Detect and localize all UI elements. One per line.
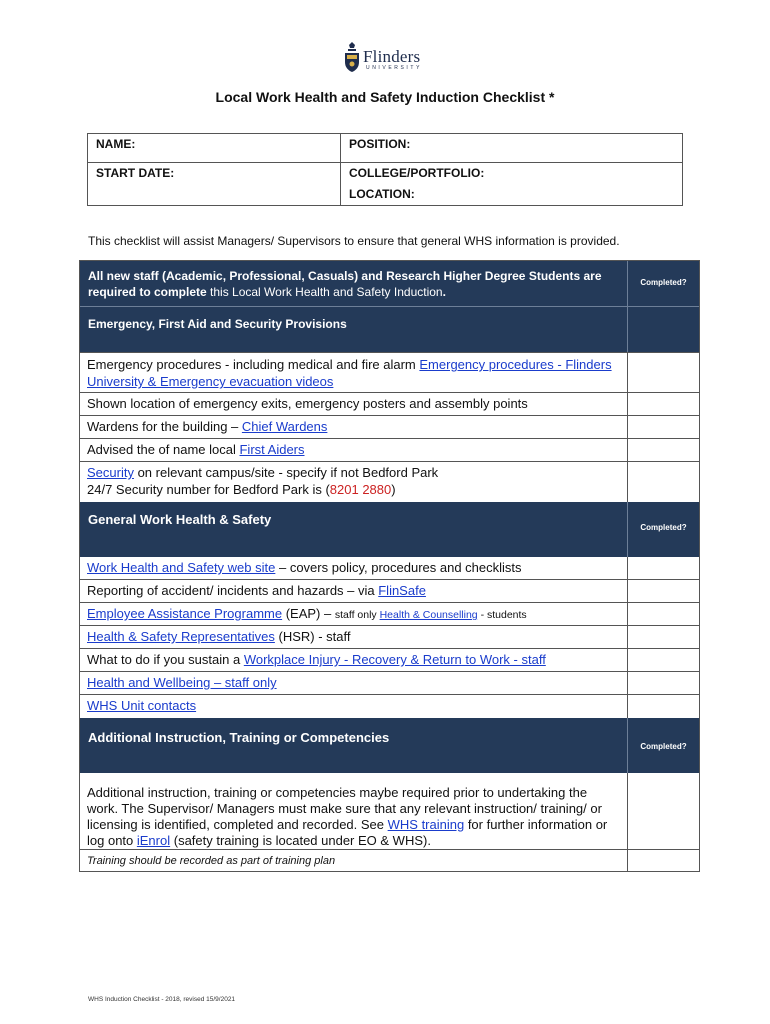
hsr-text: (HSR) - staff — [274, 629, 351, 644]
whs-website-text: – covers policy, procedures and checklists — [275, 560, 522, 575]
completed-header-2: Completed? — [640, 523, 687, 532]
completed-checkbox[interactable] — [628, 416, 699, 438]
top-header-dot: . — [442, 285, 446, 299]
logo-sub: UNIVERSITY — [366, 65, 423, 71]
completed-header-1: Completed? — [640, 278, 687, 287]
completed-checkbox[interactable] — [628, 439, 699, 461]
completed-checkbox[interactable] — [628, 462, 699, 502]
students-text: - students — [477, 609, 527, 621]
training-text-3: (safety training is located under EO & WHS). — [170, 833, 431, 848]
completed-checkbox[interactable] — [628, 773, 699, 849]
hsr-link[interactable]: Health & Safety Representatives — [87, 629, 275, 644]
completed-checkbox[interactable] — [628, 649, 699, 671]
first-aiders-link[interactable]: First Aiders — [239, 442, 305, 457]
completed-checkbox[interactable] — [628, 353, 699, 392]
start-date-label: START DATE: — [96, 166, 175, 180]
security-close: ) — [391, 482, 396, 497]
whs-contacts-link[interactable]: WHS Unit contacts — [87, 698, 197, 713]
item-training-note — [80, 850, 699, 871]
eap-text: (EAP) – — [282, 606, 335, 621]
emergency-text: Emergency procedures - including medical and fire alarm — [87, 357, 420, 372]
item-whs-contacts — [80, 695, 699, 718]
checklist-table — [79, 260, 700, 872]
workplace-injury-link[interactable]: Workplace Injury - Recovery & Return to Work - staff — [243, 652, 546, 667]
health-counselling-link[interactable]: Health & Counselling — [379, 609, 478, 621]
name-cell[interactable] — [88, 134, 341, 163]
wardens-text: Wardens for the building – — [87, 419, 242, 434]
top-header-bold: All new staff (Academic, Professional, Casuals) and Research Higher Degree Students are required to complete — [88, 269, 602, 299]
completed-checkbox[interactable] — [628, 603, 699, 625]
flinsafe-link[interactable]: FlinSafe — [378, 583, 426, 598]
completed-checkbox[interactable] — [628, 672, 699, 694]
position-cell[interactable] — [341, 134, 683, 163]
section3-title: Additional Instruction, Training or Competencies — [80, 718, 628, 773]
training-text-1: Additional instruction, training or competencies maybe required prior to undertaking the work. The Supervisor/ Managers must make sure that any relevant instruction/ training/ or licensing is identified, completed and recorded. See — [87, 785, 602, 832]
section2-header-row — [80, 502, 699, 557]
item-injury — [80, 649, 699, 672]
whs-website-link[interactable]: Work Health and Safety web site — [87, 560, 276, 575]
completed-checkbox[interactable] — [628, 393, 699, 415]
exits-text: Shown location of emergency exits, emergency posters and assembly points — [80, 393, 628, 415]
completed-checkbox[interactable] — [628, 580, 699, 602]
item-eap — [80, 603, 699, 626]
security-link[interactable]: Security — [87, 465, 134, 480]
whs-training-link[interactable]: WHS training — [387, 817, 465, 832]
top-header-row — [80, 261, 699, 306]
item-reporting — [80, 580, 699, 603]
logo-name: Flinders — [363, 47, 421, 66]
injury-text: What to do if you sustain a — [87, 652, 244, 667]
college-label: COLLEGE/PORTFOLIO: — [349, 166, 485, 180]
reporting-text: Reporting of accident/ incidents and hazards – via — [87, 583, 379, 598]
position-label: POSITION: — [349, 137, 411, 151]
item-hsr — [80, 626, 699, 649]
intro-text: This checklist will assist Managers/ Supervisors to ensure that general WHS information is provided. — [88, 234, 620, 248]
completed-checkbox[interactable] — [628, 557, 699, 579]
security-number: 8201 2880 — [329, 482, 392, 497]
wellbeing-link[interactable]: Health and Wellbeing – staff only — [87, 675, 277, 690]
flinders-logo — [344, 42, 434, 74]
training-note: Training should be recorded as part of training plan — [80, 850, 628, 871]
completed-checkbox[interactable] — [628, 626, 699, 648]
item-additional-training — [80, 773, 699, 850]
page-title: Local Work Health and Safety Induction Checklist * — [215, 89, 555, 105]
chief-wardens-link[interactable]: Chief Wardens — [241, 419, 328, 434]
emergency-procedures-link[interactable]: Emergency procedures - Flinders University & Emergency evacuation videos — [87, 357, 612, 389]
completed-header-3: Completed? — [640, 742, 687, 751]
item-first-aiders — [80, 439, 699, 462]
staff-info-table — [87, 133, 683, 206]
item-wardens — [80, 416, 699, 439]
training-text-2: for further information or log onto — [87, 817, 608, 848]
name-label: NAME: — [96, 137, 136, 151]
start-date-cell[interactable] — [88, 163, 341, 206]
completed-checkbox[interactable] — [628, 695, 699, 718]
college-location-cell[interactable] — [341, 163, 683, 206]
location-label: LOCATION: — [349, 187, 415, 201]
footer-text: WHS Induction Checklist - 2018, revised 15/9/2021 — [88, 996, 236, 1003]
item-wellbeing — [80, 672, 699, 695]
eap-link[interactable]: Employee Assistance Programme — [87, 606, 283, 621]
item-whs-website — [80, 557, 699, 580]
section1-title: Emergency, First Aid and Security Provisions — [80, 307, 628, 352]
section3-header-row — [80, 718, 699, 773]
aiders-text: Advised the of name local — [87, 442, 240, 457]
crest-icon — [344, 42, 360, 72]
section1-header-row — [80, 306, 699, 352]
eap-small: staff only — [334, 609, 380, 621]
item-security — [80, 462, 699, 502]
security-text: on relevant campus/site - specify if not Bedford Park — [133, 465, 439, 480]
top-header-text — [80, 261, 628, 306]
section2-title: General Work Health & Safety — [80, 502, 628, 557]
item-emergency-procedures — [80, 352, 699, 393]
top-header-normal: this Local Work Health and Safety Induction — [206, 285, 443, 299]
security-line2: 24/7 Security number for Bedford Park is ( — [87, 482, 330, 497]
ienrol-link[interactable]: iEnrol — [136, 833, 171, 848]
item-exits — [80, 393, 699, 416]
